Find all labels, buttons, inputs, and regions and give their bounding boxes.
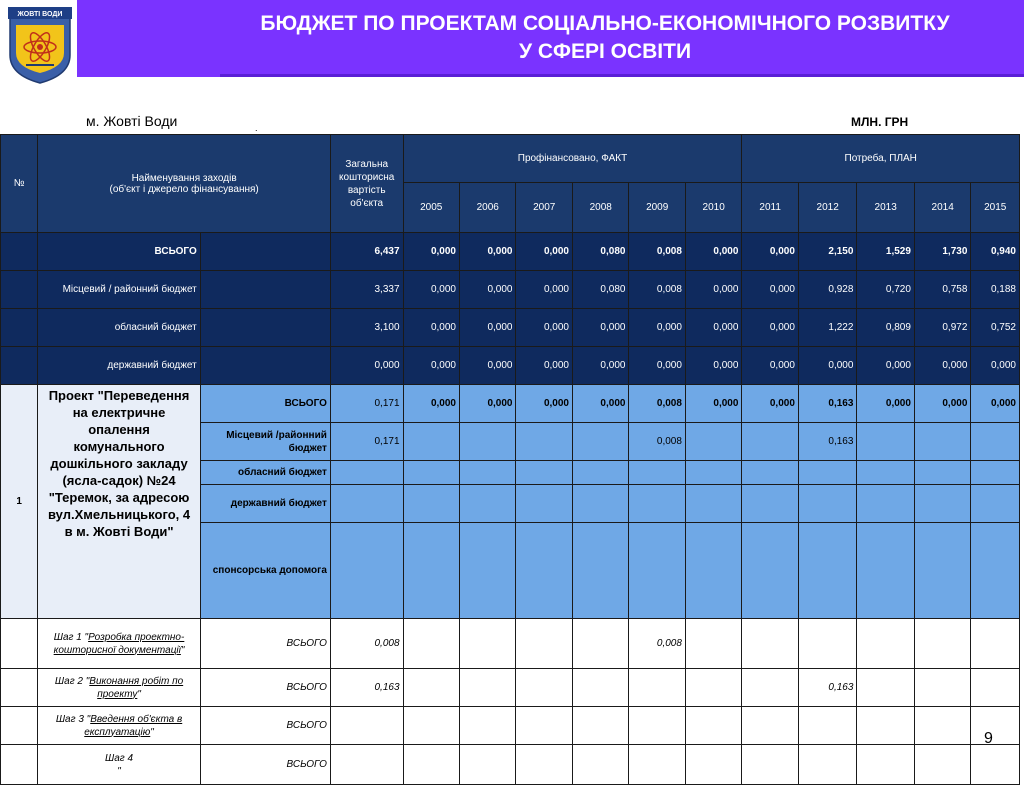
step-label: ВСЬОГО xyxy=(200,745,330,785)
step-value xyxy=(572,745,628,785)
project-value xyxy=(572,461,628,485)
project-value xyxy=(914,423,970,461)
project-value: 0,000 xyxy=(460,385,516,423)
project-value xyxy=(403,423,459,461)
project-value xyxy=(403,485,459,523)
header-name xyxy=(38,135,331,233)
step-value xyxy=(403,745,459,785)
step-prefix: Шаг 1 " xyxy=(53,631,89,643)
project-value: 0,000 xyxy=(403,385,459,423)
project-row-label: обласний бюджет xyxy=(200,461,330,485)
step-suffix: " xyxy=(137,688,141,700)
project-name: Проект "Переведення на електричне опалення комунального дошкільного закладу (ясла-садок) №24 "Теремок, за адресою вул.Хмельницького, 4 в м. Жовті Води" xyxy=(38,385,200,619)
project-value: 0,000 xyxy=(971,385,1020,423)
summary-num-cell xyxy=(1,347,38,385)
city-coat-of-arms-logo xyxy=(4,3,76,85)
summary-value: 0,000 xyxy=(742,233,798,271)
summary-value: 0,000 xyxy=(914,347,970,385)
summary-value: 0,000 xyxy=(572,347,628,385)
summary-value: 1,730 xyxy=(914,233,970,271)
step-num-cell xyxy=(1,669,38,707)
step-value xyxy=(629,745,685,785)
step-value xyxy=(403,707,459,745)
summary-value: 0,720 xyxy=(857,271,915,309)
project-value xyxy=(914,485,970,523)
summary-spacer xyxy=(200,233,330,271)
summary-value: 0,000 xyxy=(857,347,915,385)
project-total xyxy=(330,461,403,485)
summary-row xyxy=(1,271,1020,309)
project-total xyxy=(330,523,403,619)
step-value xyxy=(629,707,685,745)
project-value xyxy=(742,461,798,485)
project-value xyxy=(685,423,741,461)
summary-row xyxy=(1,233,1020,271)
step-name xyxy=(38,745,200,785)
project-value: 0,008 xyxy=(629,423,685,461)
step-title: Введення об'єкта в експлуатацію xyxy=(84,713,183,738)
project-value: 0,000 xyxy=(857,385,915,423)
step-value xyxy=(742,707,798,745)
unit-label: МЛН. ГРН xyxy=(851,115,909,129)
step-value xyxy=(914,619,970,669)
header-total-cost: Загальна кошторисна вартість об'єкта xyxy=(330,135,403,233)
project-row-label: спонсорська допомога xyxy=(200,523,330,619)
project-total xyxy=(330,485,403,523)
header-num: № xyxy=(1,135,38,233)
project-value xyxy=(685,461,741,485)
project-value xyxy=(971,523,1020,619)
step-value xyxy=(914,669,970,707)
dot-mark: . xyxy=(255,123,258,133)
project-value xyxy=(742,523,798,619)
step-row xyxy=(1,669,1020,707)
header-divider xyxy=(220,74,1024,77)
summary-value: 0,000 xyxy=(629,347,685,385)
header-year: 2015 xyxy=(971,183,1020,233)
header-name-line1: Найменування заходів xyxy=(131,172,237,184)
summary-value: 0,000 xyxy=(460,233,516,271)
summary-value: 0,000 xyxy=(742,271,798,309)
step-value xyxy=(742,619,798,669)
summary-value: 0,940 xyxy=(971,233,1020,271)
summary-value: 0,000 xyxy=(685,271,741,309)
step-title: Виконання робіт по проекту xyxy=(89,675,184,700)
summary-value: 0,000 xyxy=(516,271,572,309)
project-value xyxy=(516,423,572,461)
step-total: 0,008 xyxy=(330,619,403,669)
step-value xyxy=(914,707,970,745)
header-year: 2006 xyxy=(460,183,516,233)
summary-value: 0,000 xyxy=(572,309,628,347)
step-value xyxy=(460,669,516,707)
step-row xyxy=(1,707,1020,745)
step-value xyxy=(460,619,516,669)
project-value xyxy=(460,423,516,461)
project-value: 0,000 xyxy=(572,385,628,423)
header-name-line2: (об'єкт і джерело фінансування) xyxy=(109,183,259,195)
project-value xyxy=(516,485,572,523)
project-value: 0,163 xyxy=(798,423,857,461)
header-year: 2013 xyxy=(857,183,915,233)
step-value xyxy=(971,669,1020,707)
header-year: 2010 xyxy=(685,183,741,233)
project-value xyxy=(857,423,915,461)
title-line-2: У СФЕРІ ОСВІТИ xyxy=(518,40,692,63)
summary-value: 0,080 xyxy=(572,233,628,271)
project-total: 0,171 xyxy=(330,423,403,461)
summary-total: 6,437 xyxy=(330,233,403,271)
step-suffix: " xyxy=(117,765,121,777)
project-value xyxy=(798,485,857,523)
step-value xyxy=(572,619,628,669)
step-total xyxy=(330,745,403,785)
step-value xyxy=(629,669,685,707)
summary-label: Місцевий / районний бюджет xyxy=(38,271,200,309)
summary-value: 0,000 xyxy=(460,271,516,309)
step-name xyxy=(38,707,200,745)
project-value xyxy=(629,523,685,619)
step-num-cell xyxy=(1,745,38,785)
summary-label: ВСЬОГО xyxy=(38,233,200,271)
step-prefix: Шаг 3 " xyxy=(55,713,91,725)
step-value xyxy=(798,619,857,669)
step-num-cell xyxy=(1,619,38,669)
project-value xyxy=(572,423,628,461)
project-value xyxy=(572,523,628,619)
summary-value: 0,008 xyxy=(629,271,685,309)
step-value xyxy=(798,745,857,785)
summary-value: 0,000 xyxy=(742,347,798,385)
project-row-label: Місцевий /районний бюджет xyxy=(200,423,330,461)
svg-text:ЖОВТІ ВОДИ: ЖОВТІ ВОДИ xyxy=(17,11,63,18)
step-label: ВСЬОГО xyxy=(200,619,330,669)
step-num-cell xyxy=(1,707,38,745)
summary-label: державний бюджет xyxy=(38,347,200,385)
page-title xyxy=(150,10,1024,66)
project-value xyxy=(403,523,459,619)
project-value xyxy=(742,485,798,523)
step-suffix: " xyxy=(180,644,185,656)
title-line-1: БЮДЖЕТ ПО ПРОЕКТАМ СОЦІАЛЬНО-ЕКОНОМІЧНОГО РОЗВИТКУ xyxy=(260,12,950,35)
step-value xyxy=(403,669,459,707)
summary-value: 0,000 xyxy=(971,347,1020,385)
step-name xyxy=(38,669,200,707)
summary-label: обласний бюджет xyxy=(38,309,200,347)
step-value xyxy=(971,745,1020,785)
project-total: 0,171 xyxy=(330,385,403,423)
project-value xyxy=(798,523,857,619)
project-value xyxy=(629,461,685,485)
summary-num-cell xyxy=(1,271,38,309)
step-value xyxy=(516,745,572,785)
step-prefix: Шаг 4 xyxy=(105,752,134,764)
step-value xyxy=(971,707,1020,745)
summary-value: 0,758 xyxy=(914,271,970,309)
project-value xyxy=(971,461,1020,485)
step-value xyxy=(516,707,572,745)
step-total xyxy=(330,707,403,745)
summary-value: 0,000 xyxy=(742,309,798,347)
step-value xyxy=(685,619,741,669)
summary-value: 0,752 xyxy=(971,309,1020,347)
project-value: 0,000 xyxy=(742,385,798,423)
project-value xyxy=(460,485,516,523)
project-number: 1 xyxy=(1,385,38,619)
summary-value: 0,000 xyxy=(403,233,459,271)
project-value xyxy=(572,485,628,523)
step-value xyxy=(685,669,741,707)
step-value xyxy=(572,669,628,707)
summary-value: 2,150 xyxy=(798,233,857,271)
header-year: 2008 xyxy=(572,183,628,233)
step-label: ВСЬОГО xyxy=(200,669,330,707)
step-row xyxy=(1,745,1020,785)
step-value xyxy=(914,745,970,785)
summary-value: 0,000 xyxy=(629,309,685,347)
step-value xyxy=(516,669,572,707)
summary-value: 0,000 xyxy=(403,271,459,309)
step-value xyxy=(857,619,915,669)
project-value: 0,163 xyxy=(798,385,857,423)
header-year: 2014 xyxy=(914,183,970,233)
summary-value: 0,000 xyxy=(516,309,572,347)
summary-total: 0,000 xyxy=(330,347,403,385)
header-year: 2011 xyxy=(742,183,798,233)
summary-num-cell xyxy=(1,233,38,271)
summary-value: 0,008 xyxy=(629,233,685,271)
step-value xyxy=(460,707,516,745)
summary-value: 0,972 xyxy=(914,309,970,347)
summary-value: 0,080 xyxy=(572,271,628,309)
summary-value: 0,000 xyxy=(798,347,857,385)
summary-row xyxy=(1,347,1020,385)
project-row-label: ВСЬОГО xyxy=(200,385,330,423)
project-value xyxy=(914,523,970,619)
project-value xyxy=(857,523,915,619)
step-value xyxy=(685,745,741,785)
summary-value: 0,809 xyxy=(857,309,915,347)
step-value xyxy=(798,707,857,745)
summary-value: 0,000 xyxy=(516,347,572,385)
project-value: 0,000 xyxy=(914,385,970,423)
step-value xyxy=(857,707,915,745)
project-value xyxy=(516,461,572,485)
step-value xyxy=(460,745,516,785)
header-year: 2007 xyxy=(516,183,572,233)
project-value xyxy=(857,485,915,523)
project-row-label: державний бюджет xyxy=(200,485,330,523)
step-row xyxy=(1,619,1020,669)
step-title: Розробка проектно-кошторисної документації xyxy=(53,631,185,656)
summary-value: 0,000 xyxy=(403,309,459,347)
step-value xyxy=(857,745,915,785)
summary-num-cell xyxy=(1,309,38,347)
project-value xyxy=(516,523,572,619)
step-value xyxy=(572,707,628,745)
project-value xyxy=(742,423,798,461)
city-name: м. Жовті Води xyxy=(86,113,178,129)
summary-value: 1,222 xyxy=(798,309,857,347)
summary-value: 0,188 xyxy=(971,271,1020,309)
step-value xyxy=(742,669,798,707)
summary-spacer xyxy=(200,347,330,385)
step-value xyxy=(516,619,572,669)
summary-total: 3,100 xyxy=(330,309,403,347)
project-value xyxy=(857,461,915,485)
summary-spacer xyxy=(200,271,330,309)
project-value xyxy=(403,461,459,485)
project-value xyxy=(685,523,741,619)
step-value: 0,163 xyxy=(798,669,857,707)
header-year: 2005 xyxy=(403,183,459,233)
header xyxy=(0,0,1024,77)
summary-value: 0,000 xyxy=(685,233,741,271)
project-value xyxy=(685,485,741,523)
header-row-groups xyxy=(1,135,1020,183)
step-value xyxy=(685,707,741,745)
summary-value: 0,000 xyxy=(460,309,516,347)
page-number: 9 xyxy=(984,730,993,747)
header-group-fact: Профінансовано, ФАКТ xyxy=(403,135,742,183)
step-total: 0,163 xyxy=(330,669,403,707)
header-year: 2009 xyxy=(629,183,685,233)
step-value xyxy=(403,619,459,669)
step-suffix: " xyxy=(150,726,154,738)
project-value: 0,008 xyxy=(629,385,685,423)
header-year: 2012 xyxy=(798,183,857,233)
summary-total: 3,337 xyxy=(330,271,403,309)
project-row xyxy=(1,385,1020,423)
summary-value: 0,928 xyxy=(798,271,857,309)
step-name xyxy=(38,619,200,669)
project-value xyxy=(971,485,1020,523)
summary-value: 0,000 xyxy=(685,309,741,347)
project-value xyxy=(629,485,685,523)
summary-value: 0,000 xyxy=(516,233,572,271)
project-value: 0,000 xyxy=(516,385,572,423)
step-label: ВСЬОГО xyxy=(200,707,330,745)
step-value xyxy=(742,745,798,785)
summary-spacer xyxy=(200,309,330,347)
project-value xyxy=(460,461,516,485)
project-value xyxy=(971,423,1020,461)
step-prefix: Шаг 2 " xyxy=(54,675,90,687)
summary-value: 0,000 xyxy=(403,347,459,385)
step-value xyxy=(971,619,1020,669)
summary-value: 0,000 xyxy=(685,347,741,385)
step-value: 0,008 xyxy=(629,619,685,669)
project-value xyxy=(914,461,970,485)
budget-table xyxy=(0,134,1020,785)
project-value xyxy=(798,461,857,485)
step-value xyxy=(857,669,915,707)
project-value xyxy=(460,523,516,619)
summary-row xyxy=(1,309,1020,347)
summary-value: 0,000 xyxy=(460,347,516,385)
summary-value: 1,529 xyxy=(857,233,915,271)
header-group-plan: Потреба, ПЛАН xyxy=(742,135,1020,183)
project-value: 0,000 xyxy=(685,385,741,423)
